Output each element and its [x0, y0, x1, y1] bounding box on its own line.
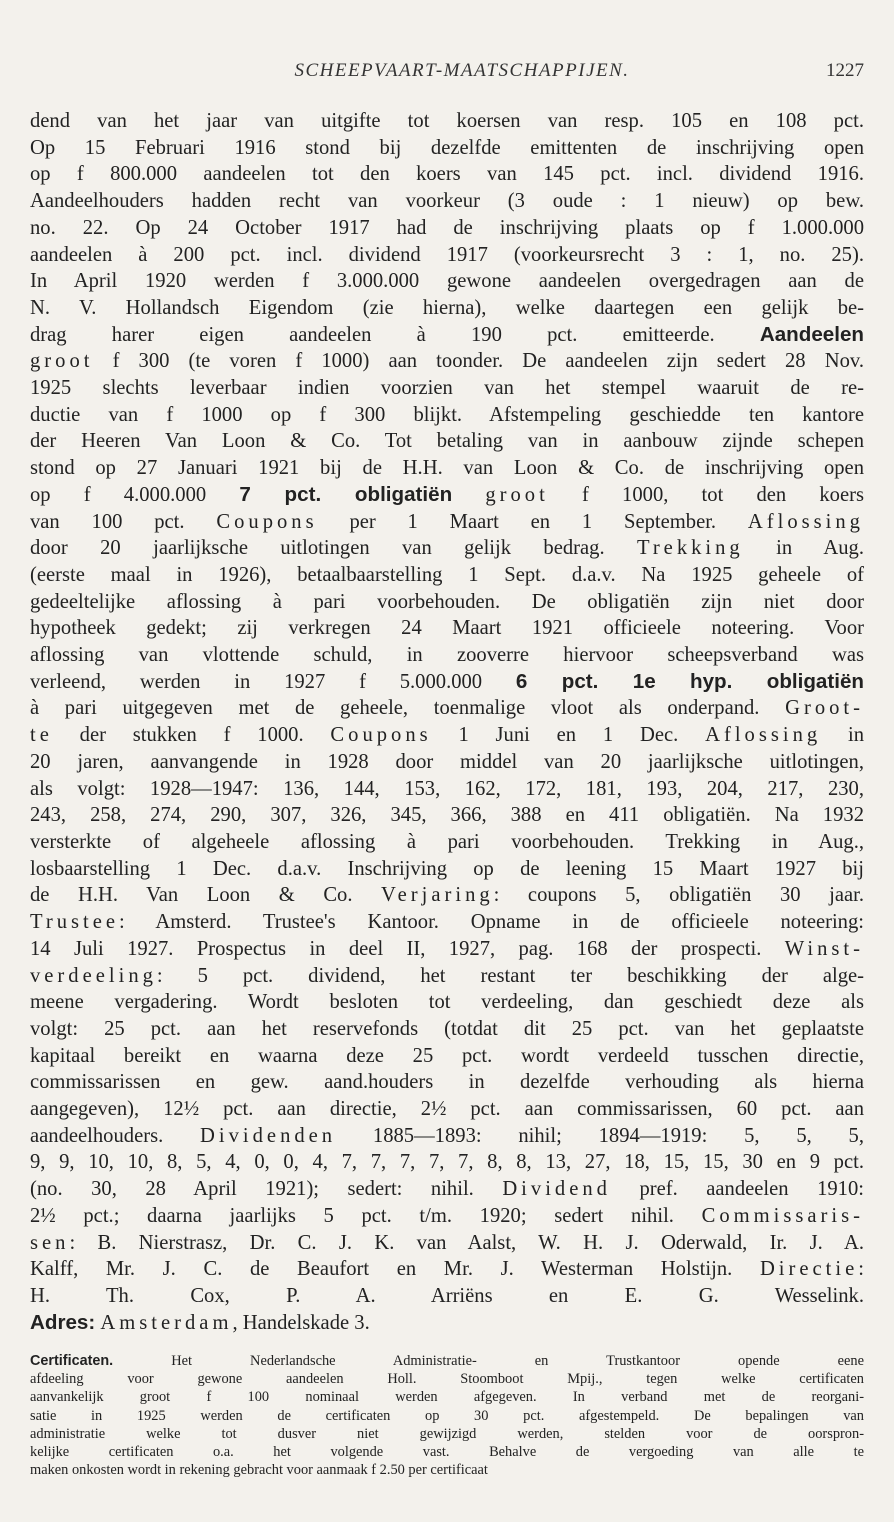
text-line: ductie van f 1000 op f 300 blijkt. Afstempeling geschiedde ten kantore: [30, 403, 864, 426]
text-line: Op 15 Februari 1916 stond bij dezelfde emittenten de inschrijving open: [30, 136, 864, 159]
text-line: 2½ pct.; daarna jaarlijks 5 pct. t/m. 1920; sedert nihil. Commissaris-: [30, 1204, 864, 1227]
text-line: Aandeelhouders hadden recht van voorkeur (3 oude : 1 nieuw) op bew.: [30, 190, 864, 213]
spaced-term: Winst-: [784, 937, 864, 960]
spaced-term: verdeeling: [30, 964, 157, 987]
bold-term: Adres:: [30, 1310, 96, 1334]
text-line: van 100 pct. Coupons per 1 Maart en 1 September. Aflossing: [30, 510, 864, 533]
text-line: kapitaal bereikt en waarna deze 25 pct. wordt verdeeld tusschen directie,: [30, 1044, 864, 1067]
spaced-term: Aflossing: [747, 510, 864, 533]
footnote-line: aanvankelijk groot f 100 nominaal werden afgegeven. In verband met de reorgani-: [30, 1389, 864, 1406]
spaced-term: Amsterdam: [100, 1311, 233, 1334]
text-line: gedeeltelijke aflossing à pari voorbehouden. De obligatiën zijn niet door: [30, 590, 864, 613]
spaced-term: Dividenden: [200, 1124, 337, 1147]
text-line: door 20 jaarlijksche uitlotingen van gelijk bedrag. Trekking in Aug.: [30, 537, 864, 560]
spaced-term: Directie: [759, 1258, 859, 1281]
footnote-line: afdeeling voor gewone aandeelen Holl. Stoomboot Mpij., tegen welke certificaten: [30, 1371, 864, 1388]
text-line: Adres: Amsterdam, Handelskade 3.: [30, 1310, 370, 1334]
text-line: 1925 slechts leverbaar indien voorzien van het stempel waaruit de re-: [30, 377, 864, 400]
spaced-term: sen: [30, 1231, 70, 1254]
text-line: aangegeven), 12½ pct. aan directie, 2½ pct. aan commissarissen, 60 pct. aan: [30, 1098, 864, 1121]
spaced-term: Trustee: [30, 911, 120, 934]
text-line: aandeelen à 200 pct. incl. dividend 1917 (voorkeursrecht 3 : 1, no. 25).: [30, 243, 864, 266]
text-line: verdeeling: 5 pct. dividend, het restant ter beschikking der alge-: [30, 964, 864, 987]
text-line: In April 1920 werden f 3.000.000 gewone aandeelen overgedragen aan de: [30, 270, 864, 293]
spaced-term: Coupons: [330, 724, 432, 747]
bold-term: 7 pct. obligatiën: [239, 482, 453, 506]
text-line: losbaarstelling 1 Dec. d.a.v. Inschrijving op de leening 15 Maart 1927 bij: [30, 857, 864, 880]
text-line: (no. 30, 28 April 1921); sedert: nihil. Dividend pref. aandeelen 1910:: [30, 1178, 864, 1201]
text-line: der Heeren Van Loon & Co. Tot betaling van in aanbouw zijnde schepen: [30, 430, 864, 453]
text-line: op f 4.000.000 7 pct. obligatiën groot f 1000, tot den koers: [30, 482, 864, 506]
footnote-line: administratie welke tot dusver niet gewijzigd werden, stelden voor de oorspron-: [30, 1425, 864, 1442]
text-line: groot f 300 (te voren f 1000) aan toonder. De aandeelen zijn sedert 28 Nov.: [30, 350, 864, 373]
text-line: 243, 258, 274, 290, 307, 326, 345, 366, 388 en 411 obligatiën. Na 1932: [30, 804, 864, 827]
footnote-line: kelijke certificaten o.a. het volgende vast. Behalve de vergoeding van alle te: [30, 1444, 864, 1461]
footnote-heading: Certificaten.: [30, 1353, 114, 1369]
text-line: stond op 27 Januari 1921 bij de H.H. van Loon & Co. de inschrijving open: [30, 457, 864, 480]
text-line: H. Th. Cox, P. A. Arriëns en E. G. Wesselink.: [30, 1284, 864, 1307]
footnote-line: satie in 1925 werden de certificaten op 30 pct. afgestempeld. De bepalingen van: [30, 1407, 864, 1424]
text-line: te der stukken f 1000. Coupons 1 Juni en 1 Dec. Aflossing in: [30, 724, 864, 747]
text-line: à pari uitgegeven met de geheele, toenmalige vloot als onderpand. Groot-: [30, 697, 864, 720]
footnote-line: Certificaten. Het Nederlandsche Administratie- en Trustkantoor opende eene: [30, 1353, 864, 1369]
spaced-term: groot: [30, 350, 94, 373]
page-header: [60, 60, 864, 100]
text-line: op f 800.000 aandeelen tot den koers van 145 pct. incl. dividend 1916.: [30, 163, 864, 186]
page-number: 1227: [826, 60, 864, 81]
text-line: aandeelhouders. Dividenden 1885—1893: nihil; 1894—1919: 5, 5, 5,: [30, 1124, 864, 1147]
text-line: Kalff, Mr. J. C. de Beaufort en Mr. J. Westerman Holstijn. Directie:: [30, 1258, 864, 1281]
text-line: volgt: 25 pct. aan het reservefonds (totdat dit 25 pct. van het geplaatste: [30, 1017, 864, 1040]
main-paragraph: [30, 108, 864, 1336]
text-line: dend van het jaar van uitgifte tot koersen van resp. 105 en 108 pct.: [30, 110, 864, 132]
spaced-term: Dividend: [502, 1178, 611, 1201]
text-line: N. V. Hollandsch Eigendom (zie hierna), welke daartegen een gelijk be-: [30, 296, 864, 319]
text-line: als volgt: 1928—1947: 136, 144, 153, 162, 172, 181, 193, 204, 217, 230,: [30, 777, 864, 800]
spaced-term: Coupons: [216, 510, 318, 533]
running-title: SCHEEPVAART-MAATSCHAPPIJEN.: [294, 60, 630, 81]
footnote-certificaten: [30, 1352, 864, 1479]
bold-term: Aandeelen: [759, 322, 864, 346]
spaced-term: Groot-: [785, 697, 864, 720]
text-line: no. 22. Op 24 October 1917 had de inschrijving plaats op f 1.000.000: [30, 216, 864, 239]
text-line: 20 jaren, aanvangende in 1928 door middel van 20 jaarlijksche uitlotingen,: [30, 750, 864, 773]
bold-term: 6 pct. 1e hyp. obligatiën: [515, 669, 864, 693]
text-line: Trustee: Amsterd. Trustee's Kantoor. Opname in de officieele noteering:: [30, 911, 864, 934]
text-line: verleend, werden in 1927 f 5.000.000 6 pct. 1e hyp. obligatiën: [30, 669, 864, 693]
spaced-term: te: [30, 724, 53, 747]
text-line: versterkte of algeheele aflossing à pari voorbehouden. Trekking in Aug.,: [30, 830, 864, 853]
spaced-term: Trekking: [636, 537, 744, 560]
spaced-term: groot: [485, 483, 549, 506]
text-line: commissarissen en gew. aand.houders in dezelfde verhouding als hierna: [30, 1071, 864, 1094]
spaced-term: Commissaris-: [701, 1204, 864, 1227]
text-line: 14 Juli 1927. Prospectus in deel II, 1927, pag. 168 der prospecti. Winst-: [30, 937, 864, 960]
text-line: sen: B. Nierstrasz, Dr. C. J. K. van Aalst, W. H. J. Oderwald, Ir. J. A.: [30, 1231, 864, 1254]
text-line: aflossing van vlottende schuld, in zooverre hiervoor scheepsverband was: [30, 644, 864, 667]
spaced-term: Aflossing: [705, 724, 822, 747]
text-line: meene vergadering. Wordt besloten tot verdeeling, dan geschiedt deze als: [30, 991, 864, 1014]
text-line: de H.H. Van Loon & Co. Verjaring: coupons 5, obligatiën 30 jaar.: [30, 884, 864, 907]
spaced-term: Verjaring: [381, 884, 494, 907]
text-line: 9, 9, 10, 10, 8, 5, 4, 0, 0, 4, 7, 7, 7, 7, 7, 8, 8, 13, 27, 18, 15, 15, 30 en 9 pct.: [30, 1151, 864, 1174]
text-line: drag harer eigen aandeelen à 190 pct. emitteerde. Aandeelen: [30, 322, 864, 346]
footnote-line: maken onkosten wordt in rekening gebracht voor aanmaak f 2.50 per certificaat: [30, 1462, 488, 1479]
text-line: hypotheek gedekt; zij verkregen 24 Maart 1921 officieele noteering. Voor: [30, 617, 864, 640]
text-line: (eerste maal in 1926), betaalbaarstelling 1 Sept. d.a.v. Na 1925 geheele of: [30, 563, 864, 586]
